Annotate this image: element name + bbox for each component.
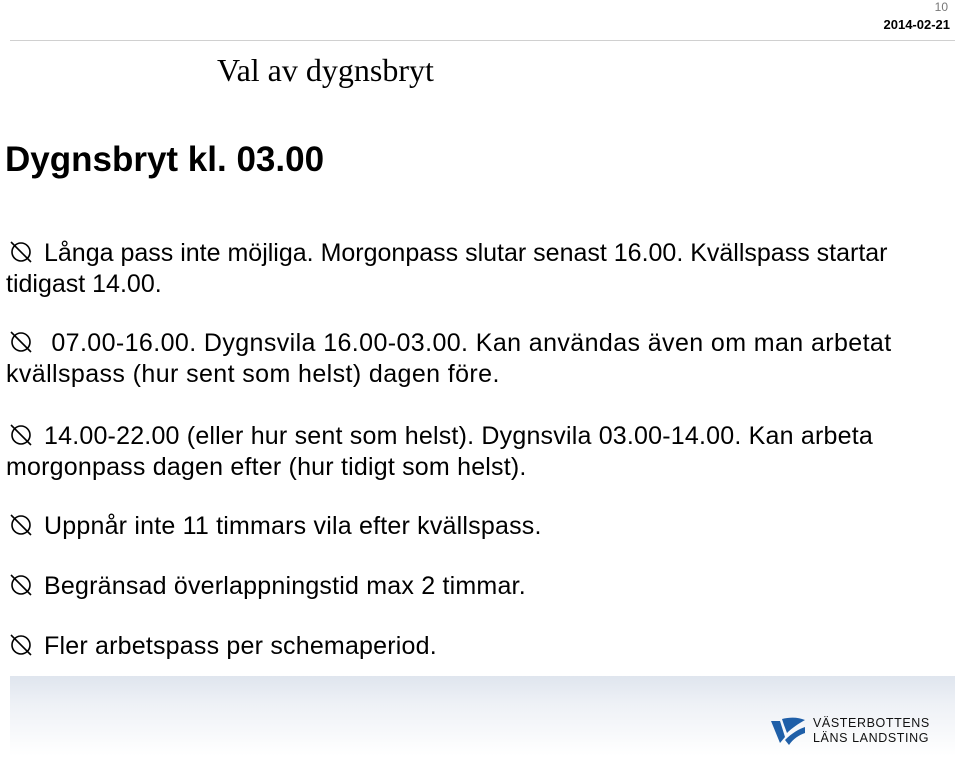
bullet-text: 07.00-16.00. Dygnsvila 16.00-03.00. Kan användas även om man arbetat kvällspass (hur sent som helst) dagen före. xyxy=(6,329,899,388)
bullet-text: Långa pass inte möjliga. Morgonpass slutar senast 16.00. Kvällspass startar tidigast 14.00. xyxy=(6,239,895,298)
crossed-circle-icon xyxy=(6,422,36,446)
bullet-item xyxy=(6,571,936,602)
bullet-text: Fler arbetspass per schemaperiod. xyxy=(44,632,437,660)
crossed-circle-icon xyxy=(6,239,36,263)
bullet-item xyxy=(6,238,936,300)
bullet-item xyxy=(6,511,936,542)
logo-text xyxy=(813,716,930,746)
crossed-circle-icon xyxy=(6,329,36,353)
logo-line-2: LÄNS LANDSTING xyxy=(813,731,930,745)
crossed-circle-icon xyxy=(6,512,36,536)
crossed-circle-icon xyxy=(6,572,36,596)
top-rule xyxy=(10,40,955,41)
bullet-item xyxy=(6,631,936,662)
vasterbottens-logo-icon xyxy=(770,715,806,747)
bullet-text: Uppnår inte 11 timmars vila efter kvällspass. xyxy=(44,512,542,540)
bullet-item xyxy=(6,328,936,390)
slide-date: 2014-02-21 xyxy=(883,17,950,32)
slide-title: Val av dygnsbryt xyxy=(217,52,434,88)
organization-logo xyxy=(770,712,950,752)
page-number: 10 xyxy=(934,0,948,14)
slide-subtitle: Dygnsbryt kl. 03.00 xyxy=(5,140,325,179)
logo-line-1: VÄSTERBOTTENS xyxy=(813,716,930,730)
bullet-text: 14.00-22.00 (eller hur sent som helst). Dygnsvila 03.00-14.00. Kan arbeta morgonpass dagen efter (hur tidigt som helst). xyxy=(6,422,881,481)
bullet-text: Begränsad överlappningstid max 2 timmar. xyxy=(44,572,526,600)
bullet-item xyxy=(6,421,936,483)
crossed-circle-icon xyxy=(6,632,36,656)
